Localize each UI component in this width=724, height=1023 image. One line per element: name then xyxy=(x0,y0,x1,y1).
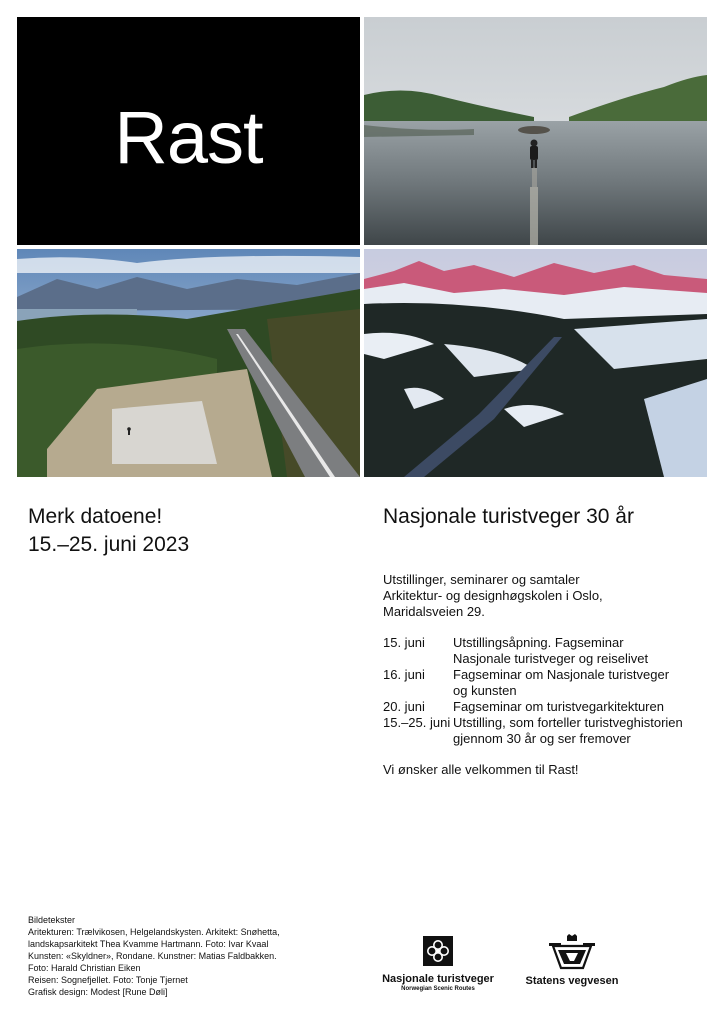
title-tile xyxy=(17,17,360,245)
schedule-date: 15. juni xyxy=(383,635,425,650)
photo-lake-walker xyxy=(364,17,707,245)
image-credits xyxy=(28,914,318,998)
credits-line: Foto: Harald Christian Eiken xyxy=(28,963,141,973)
schedule-date: 15.–25. juni xyxy=(383,715,451,730)
nasjonale-logo-subtitle: Norwegian Scenic Routes xyxy=(401,986,475,992)
left-heading xyxy=(28,503,348,559)
welcome-text: Vi ønsker alle velkommen til Rast! xyxy=(383,762,579,777)
schedule-line: gjennom 30 år og ser fremover xyxy=(453,731,631,746)
vegvesen-logo-name: Statens vegvesen xyxy=(525,975,619,987)
schedule xyxy=(383,635,713,747)
schedule-date: 20. juni xyxy=(383,699,425,714)
schedule-line: Utstilling, som forteller turistveghistorien xyxy=(453,715,683,730)
schedule-row xyxy=(383,699,713,715)
schedule-line: Fagseminar om Nasjonale turistveger xyxy=(453,667,670,682)
schedule-description xyxy=(453,715,713,747)
schedule-row xyxy=(383,715,713,747)
logo-statens-vegvesen xyxy=(514,934,630,987)
logo-nasjonale-turistveger xyxy=(378,936,498,992)
credits-line: Aritekturen: Trælvikosen, Helgelandskysten. Arkitekt: Snøhetta, xyxy=(28,927,280,937)
heading-note: Merk datoene! xyxy=(28,505,163,528)
credits-line: Grafisk design: Modest [Rune Døli] xyxy=(28,987,168,997)
schedule-line: og kunsten xyxy=(453,683,517,698)
credits-line: Kunsten: «Skyldner», Rondane. Kunstner: Matias Faldbakken. xyxy=(28,951,277,961)
vegvesen-emblem-icon xyxy=(549,934,595,970)
intro-line: Utstillinger, seminarer og samtaler xyxy=(383,572,580,587)
poster-title: Rast xyxy=(114,96,263,179)
schedule-line: Utstillingsåpning. Fagseminar xyxy=(453,635,624,650)
credits-line: Reisen: Sognefjellet. Foto: Tonje Tjernet xyxy=(28,975,188,985)
nasjonale-logo-name: Nasjonale turistveger xyxy=(382,973,494,985)
schedule-description xyxy=(453,635,713,667)
credits-line: landskapsarkitekt Thea Kvamme Hartmann. Foto: Ivar Kvaal xyxy=(28,939,269,949)
intro-text xyxy=(383,572,713,620)
right-heading: Nasjonale turistveger 30 år xyxy=(383,505,634,528)
photo-mountain-road xyxy=(364,249,707,477)
intro-line: Arkitektur- og designhøgskolen i Oslo, xyxy=(383,588,603,603)
schedule-date: 16. juni xyxy=(383,667,425,682)
scenic-routes-icon xyxy=(423,936,453,966)
credits-heading: Bildetekster xyxy=(28,915,76,925)
schedule-line: Fagseminar om turistvegarkitekturen xyxy=(453,699,664,714)
schedule-row xyxy=(383,667,713,699)
photo-forest-rest-area xyxy=(17,249,360,477)
schedule-description xyxy=(453,667,713,699)
schedule-description xyxy=(453,699,713,715)
schedule-line: Nasjonale turistveger og reiselivet xyxy=(453,651,649,666)
intro-line: Maridalsveien 29. xyxy=(383,604,485,619)
schedule-row xyxy=(383,635,713,667)
heading-dates: 15.–25. juni 2023 xyxy=(28,533,190,556)
